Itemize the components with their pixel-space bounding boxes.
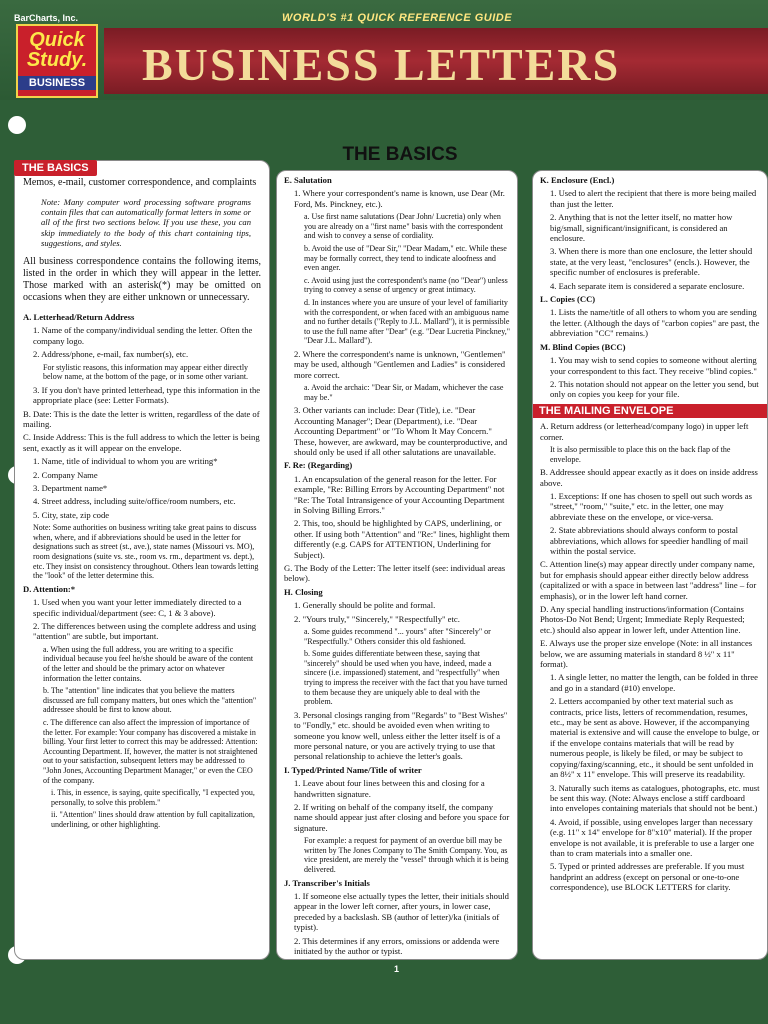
list-item: 4. Street address, including suite/office/room numbers, etc. <box>33 496 236 507</box>
column-enclosure-envelope <box>532 170 768 960</box>
list-item: c. Avoid using just the correspondent's name (no "Dear") unless trying to convey a sense of urgency or great intimacy. <box>304 275 508 295</box>
list-item: B. Addressee should appear exactly as it does on inside address above. <box>540 467 758 488</box>
list-item: L. Copies (CC) <box>540 294 596 305</box>
list-item: a. Some guides recommend "... yours" after "Sincerely" or "Respectfully." Others consider this old fashioned. <box>304 627 491 646</box>
list-item: G. The Body of the Letter: The letter itself (see: individual areas below). <box>284 563 506 584</box>
salutation-list <box>284 175 510 957</box>
list-item: 2. This determines if any errors, omissions or addenda were initiated by the author or typist. <box>294 935 500 957</box>
list-item: 3. Naturally such items as catalogues, photographs, etc. must be sent this way. (Note: Always enclose a stiff cardboard into envelopes containing materials that should not be bent.) <box>550 782 760 814</box>
section-heading-basics: THE BASICS <box>14 160 97 176</box>
list-item: B. Date: This is the date the letter is written, regardless of the date of mailing. <box>23 408 260 430</box>
section-heading-mailing-envelope: THE MAILING ENVELOPE <box>533 404 767 418</box>
list-item: 1. Exceptions: If one has chosen to spell out such words as "street," "room," "suite," etc. in the letter, one may abbreviate these on the envelope, or vice-versa. <box>550 490 752 522</box>
list-item: I. Typed/Printed Name/Title of writer <box>284 764 422 775</box>
list-item: ii. "Attention" lines should draw attention by full capitalization, underlining, or other highlighting. <box>51 810 255 829</box>
list-item: i. This, in essence, is saying, quite specifically, "I expected you, personally, to solve this problem." <box>51 788 255 807</box>
list-item: A. Return address (or letterhead/company logo) in upper left corner. <box>540 421 749 442</box>
list-item: For stylistic reasons, this information may appear either directly below name, at the bottom of the page, or in some other variant. <box>43 362 249 382</box>
list-item: D. Any special handling instructions/information (Contains Photos-Do Not Bend; Urgent; Immediate Reply Requested; etc.) should also appear in lower left, under Attention line. <box>540 604 745 635</box>
list-item: 2. If writing on behalf of the company itself, the company name should appear just after closing and before you space for signature. <box>294 802 510 833</box>
list-item: 2. Anything that is not the letter itself, no matter how big/small, significant/insignificant, is considered an enclosure. <box>550 212 733 244</box>
column-salutation <box>276 170 518 960</box>
list-item: 1. An encapsulation of the general reason for the letter. For example, "Re: Billing Errors by Accounting Department" not "Re: The Total Intransigence of your Accounting Department in Solving Billing Errors." <box>294 473 505 515</box>
list-item: a. Use first name salutations (Dear John/ Lucretia) only when you are already on a "first name" basis with the correspondent and wish to convey a sense of cordiality. <box>304 212 503 241</box>
list-item: M. Blind Copies (BCC) <box>540 341 626 352</box>
envelope-list <box>540 421 760 892</box>
list-item: 3. Personal closings ranging from "Regards" to "Best Wishes" to "Fondly," etc. should be avoided even when writing to someone you know well, unless either the letter itself is of a more personal nature, or you are actively trying to use that personal relationship to achieve the letter's goals. <box>294 709 508 762</box>
list-item: 5. Typed or printed addresses are preferable. If you must handprint an address (except on personal or one-to-one correspondence), use BLOCK LETTERS for clarity. <box>550 861 745 893</box>
list-item: 2. This, too, should be highlighted by CAPS, underlining, or other. If using both "Attention" and "Re:" lines, highlight them differently (e.g. CAPS for ATTENTION, Underlining for Subject). <box>294 518 510 560</box>
list-item: 2. Address/phone, e-mail, fax number(s), etc. <box>33 349 189 360</box>
intro-text: All business correspondence contains the following items, listed in the order in which they will appear in the letter. Those marked with an asterisk(*) may be omitted on occasions when they are either unknown or unnecessary. <box>23 256 261 304</box>
list-item: 2. "Yours truly," "Sincerely," "Respectfully" etc. <box>294 613 460 624</box>
list-item: c. The difference can also affect the impression of importance of the letter. For example: Your company has discovered a mistake in billing. Your first letter to correct this may be addressed: Attention: Accounting Department. If, however, the matter is not straightened out to your satisfaction, subsequent letters may be addressed to "John Jones, Accounting Department Manager," or even the CEO of the company. <box>43 718 258 785</box>
list-item: 4. Avoid, if possible, using envelopes larger than necessary (e.g. 11" x 14" envelope for 8"x10" material). If the proper envelope is not available, it is preferable to use a larger one than to cram materials into a smaller one. <box>550 816 755 858</box>
list-item: 1. If someone else actually types the letter, their initials should appear in the lower left corner, after yours, in lower case, preceded by a backslash. SB (author of letter)/ka (initials of typist). <box>294 891 509 933</box>
list-item: A. Letterhead/Return Address <box>23 312 135 323</box>
list-item: 1. Lists the name/title of all others to whom you are sending the letter. (Although the days of "carbon copies" are past, the abbreviation "CC" remains.) <box>550 307 760 339</box>
list-item: 1. Name, title of individual to whom you are writing* <box>33 456 218 467</box>
list-item: C. Attention line(s) may appear directly under company name, but for emphasis should appear either directly below address (capitalized or with a space in between last "address" line – for emphasis), or in the lower left hand corner. <box>540 559 757 601</box>
basics-list <box>23 312 261 830</box>
list-item: 1. Leave about four lines between this and closing for a handwritten signature. <box>294 778 485 799</box>
list-item: C. Inside Address: This is the full address to which the letter is being sent, exactly as it will appear on the envelope. <box>23 432 260 453</box>
list-item: 2. Letters accompanied by other text material such as contracts, price lists, letters of recommendation, resumes, etc., may be sent as above. However, if the accompanying material is extensive and will cause the envelope to bulge, or if the envelope contains materials that will be read by numerous people, is likely be filed, or may be subject to copying/faxing/scanning, etc., it should be sent unfolded in an 8½" x 11" envelope. This will preserve its readability. <box>550 696 760 780</box>
list-item: For example: a request for payment of an overdue bill may be written by The Jones Company to The Smith Company. You, as vice president, are merely the "vessel" through which it is being delivered. <box>304 836 509 875</box>
list-item: d. In instances where you are unsure of your level of familiarity with the correspondent, or when faced with an ambiguous name and no further details ("Reply to J.L. Mallard"), it is permissible to use the full name after "Dear" (e.g. "Dear Lucretia Pinckney," "Dear J.L. Mallard"). <box>304 297 511 346</box>
list-item: 3. Other variants can include: Dear (Title), i.e. "Dear Accounting Manager"; Dear (Department), i.e. "Dear Accounting Department" or "To Whom It May Concern." These, however, are awkward, may be counterproductive, and should only be used if all other salutations are unavailable. <box>294 405 508 457</box>
list-item: a. When using the full address, you are writing to a specific individual because you feel he/she should be aware of the content of the letter and should be the primary actor on whatever information the letter contains. <box>43 644 254 683</box>
list-item: J. Transcriber's Initials <box>284 877 370 888</box>
list-item: 3. If you don't have printed letterhead, type this information in the appropriate place (see: Letter Formats). <box>33 384 261 406</box>
list-item: E. Salutation <box>284 175 332 185</box>
list-item: b. Avoid the use of "Dear Sir," "Dear Madam," etc. While these may be formally correct, they tend to indicate aloofness and even anger. <box>304 244 507 273</box>
column-basics <box>14 160 270 960</box>
logo-text-quick: Quick <box>29 29 85 51</box>
list-item: D. Attention:* <box>23 583 76 594</box>
list-item: 4. Each separate item is considered a separate enclosure. <box>550 280 745 291</box>
logo-text-study: Study. <box>26 49 88 71</box>
list-item: b. The "attention" line indicates that you believe the matters discussed are full company matters, but ones which the "attention" addressee should be first to know about. <box>43 686 257 715</box>
list-item: 2. Where the correspondent's name is unknown, "Gentlemen" may be used, although "Gentlemen and Ladies" is considered more correct. <box>294 348 506 380</box>
list-item: 5. City, state, zip code <box>33 509 110 520</box>
list-item: 1. You may wish to send copies to someone without alerting your correspondent to this fact. They receive "blind copies." <box>550 355 757 376</box>
list-item: 2. Company Name <box>33 469 98 480</box>
list-item: 1. Name of the company/individual sending the letter. Often the company logo. <box>33 325 253 346</box>
section-banner: THE BASICS <box>342 144 458 165</box>
list-item: H. Closing <box>284 586 323 597</box>
list-item: 2. This notation should not appear on the letter you send, but only on copies you keep for your file. <box>550 378 759 400</box>
lead-text: Memos, e-mail, customer correspondence, and complaints <box>23 177 257 188</box>
list-item: 1. Where your correspondent's name is known, use Dear (Mr. Ford, Ms. Pinckney, etc.). <box>294 188 505 209</box>
list-item: F. Re: (Regarding) <box>284 460 353 471</box>
list-item: a. Avoid the archaic: "Dear Sir, or Madam, whichever the case may be." <box>304 383 504 402</box>
list-item: 1. Generally should be polite and formal. <box>294 600 436 611</box>
enclosure-list <box>540 175 760 400</box>
binder-hole-icon <box>8 116 26 134</box>
list-item: 2. The differences between using the complete address and using "attention" are subtle, but important. <box>33 621 257 642</box>
note-text: Note: Many computer word processing software programs contain files that can automatically format letters in some or all of the first two sections below. If you use these, you can skip immediately to the body of this chart containing tips, suggestions, and styles. <box>41 197 251 248</box>
list-item: b. Some guides differentiate between these, saying that "sincerely" should be used when you have, indeed, made a sincere (i.e. impassioned) statement, and "respectfully" when trying to impress the receiver with the fact that you have turned to them because they are uniquely able to deal with the problem. <box>304 649 508 707</box>
tagline: WORLD'S #1 QUICK REFERENCE GUIDE <box>282 12 513 24</box>
list-item: It is also permissible to place this on the back flap of the envelope. <box>550 444 731 464</box>
list-item: 3. When there is more than one enclosure, the letter should state, at the very least, "enclosures" (encls.). However, the specific number of enclosures is preferable. <box>550 246 753 278</box>
list-item: E. Always use the proper size envelope (Note: in all instances below, we are assuming materials in standard 8 ½" x 11" format). <box>540 638 753 670</box>
list-item: 2. State abbreviations should always conform to postal abbreviations, which allows for speedier handling of mail within the postal service. <box>550 525 749 556</box>
list-item: K. Enclosure (Encl.) <box>540 175 615 185</box>
list-item: 1. Used to alert the recipient that there is more being mailed than just the letter. <box>550 188 757 209</box>
quick-study-logo <box>16 24 98 98</box>
page-number: 1 <box>394 964 400 974</box>
publisher-name: BarCharts, Inc. <box>14 13 79 23</box>
list-item: 1. A single letter, no matter the length, can be folded in three and go in a standard (#10) envelope. <box>550 672 758 693</box>
logo-text-business: BUSINESS <box>18 76 96 90</box>
list-item: Note: Some authorities on business writing take great pains to discuss when, where, and if abbreviations should be used in the letter for designations such as street (st., ave.), state names (Missouri vs. MO), room designations (suite vs. ste., room vs. rm., department vs. dept.), etc. They insist on consistency throughout. Others lean towards letting the "look" of the letter determine this. <box>33 523 259 581</box>
list-item: 1. Used when you want your letter immediately directed to a specific individual/department (see: C, 1 & 3 above). <box>33 597 242 618</box>
list-item: 3. Department name* <box>33 483 108 494</box>
page-title: BUSINESS LETTERS <box>142 39 621 90</box>
